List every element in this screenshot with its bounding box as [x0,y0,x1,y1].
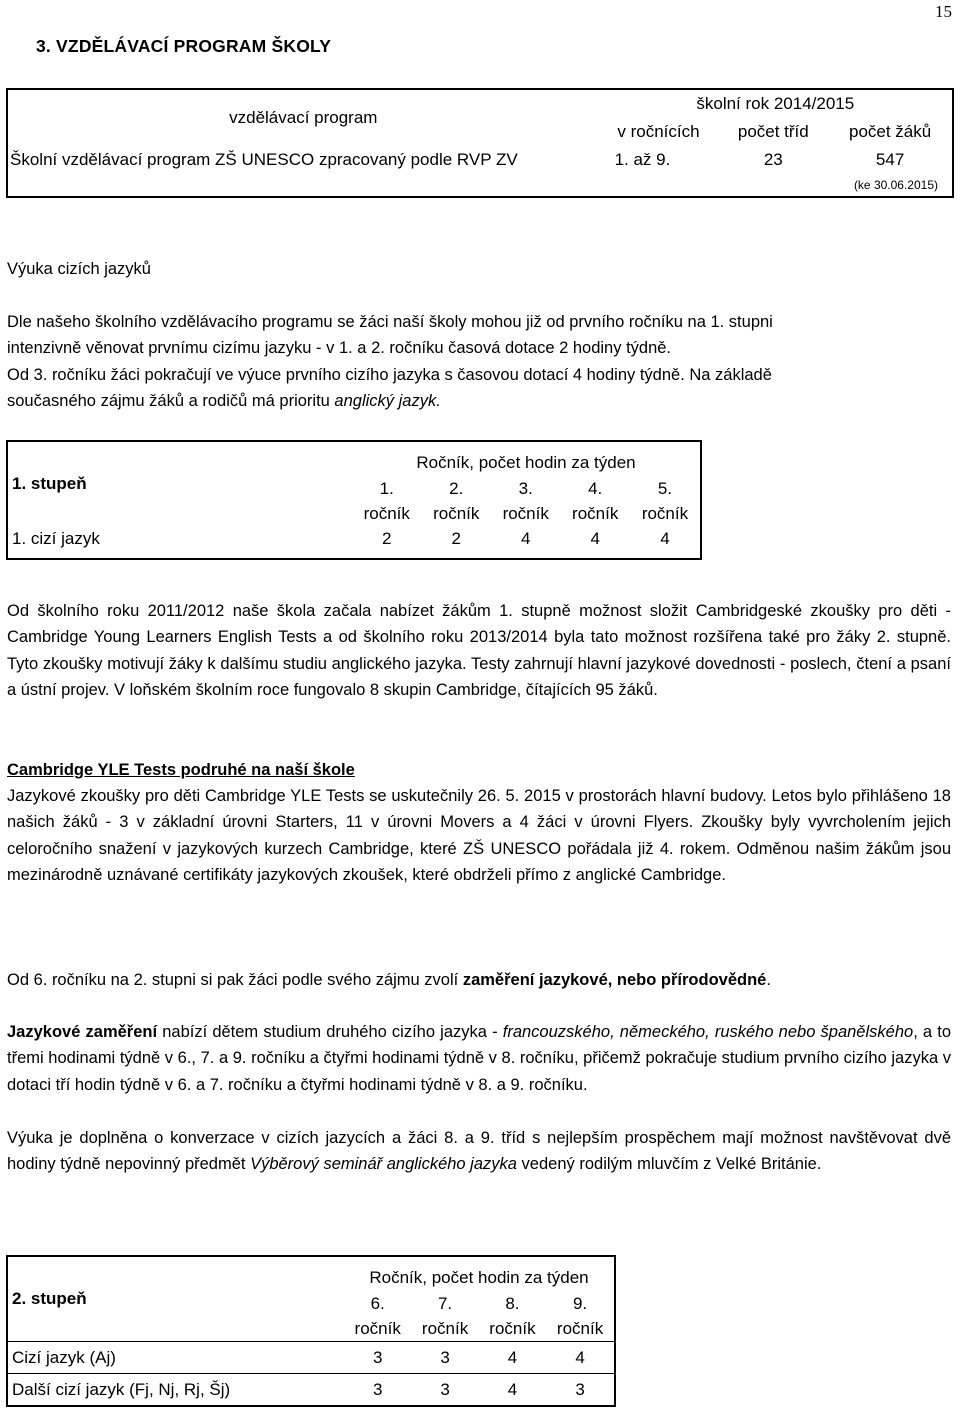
col-classes-header: počet tříd [737,122,809,141]
text-span: vedený rodilým mluvčím z Velké Británie. [516,1155,822,1174]
col-program-header: vzdělávací program [229,108,378,127]
cell-value: 4 [575,1348,585,1367]
program-students: 547 [875,150,905,169]
grade-header: 5. ročník [641,479,689,523]
table-header: Ročník, počet hodin za týden [416,453,636,472]
cambridge-results-paragraph: Jazykové zkoušky pro děti Cambridge YLE Tests se uskutečnily 26. 5. 2015 v prostorách hlavní budovy. Letos bylo přihlášeno 18 našich žáků - 3 v základní úrovni Starters, 11 v úrovni Movers a 4 žáci v úrovni Flyers. Zkoušky byly vyvrcholením jejich celoročního snažení v jazykových kurzech Cambridge, které ZŠ UNESCO pořádala již 4. rokem. Odměnou našim žákům jsou mezinárodně uznávané certifikáty jazykových zkoušek, které obdrželi přímo z anglické Cambridge. [7,787,951,885]
program-name: Školní vzdělávací program ZŠ UNESCO zpracovaný podle RVP ZV [10,150,518,169]
cell-value: 2 [451,529,461,548]
program-grades: 1. až 9. [614,150,671,169]
text-span: zaměření jazykové, nebo přírodovědné [462,971,767,989]
row-label: 1. cizí jazyk [12,529,100,548]
row-label: Další cizí jazyk (Fj, Nj, Rj, Šj) [12,1380,231,1399]
cambridge-paragraph: Od školního roku 2011/2012 naše škola začala nabízet žákům 1. stupně možnost složit Cambridgeské zkoušky pro děti - Cambridge Young Learners English Tests a od školního roku 2013/2014 byla tato možnost rozšířena také pro žáky 2. stupně. Tyto zkoušky motivují žáky k dalšímu studiu anglického jazyka. Testy zahrnují hlavní jazykové dovednosti - poslech, čtení a psaní a ústní projev. V loňském školním roce fungovalo 8 skupin Cambridge, čítajících 95 žáků. [7,602,951,700]
grade-header: 4. ročník [572,479,619,523]
program-table [6,88,954,198]
text-line: intenzivně věnovat prvnímu cizímu jazyku - v 1. a 2. ročníku časová dotace 2 hodiny týdně. [7,339,672,358]
text-span: Jazykové zaměření [7,1023,158,1041]
grade-header: 2. ročník [433,479,480,523]
grade-header: 6. ročník [354,1294,401,1338]
cambridge-heading: Cambridge YLE Tests podruhé na naší škole [7,761,355,779]
cell-value: 2 [382,529,392,548]
page-number: 15 [935,2,952,21]
table-header: Ročník, počet hodin za týden [369,1268,589,1287]
program-classes: 23 [763,150,783,169]
col-students-header: počet žáků [848,122,932,141]
cell-value: 4 [590,529,600,548]
cell-value: 3 [372,1348,383,1367]
text-span: nabízí dětem studium druhého cizího jazyka - [157,1023,503,1041]
grade-header: 8. ročník [489,1294,536,1338]
grade-header: 7. ročník [421,1294,469,1338]
conversation-paragraph [7,1125,951,1178]
cell-value: 4 [507,1380,518,1399]
text-span: francouzského, německého, ruského nebo španělského [502,1023,914,1041]
stage-label: 2. stupeň [12,1289,87,1308]
text-span: anglický jazyk. [334,392,441,411]
cell-value: 4 [520,529,531,548]
text-span: Od 6. ročníku na 2. stupni si pak žáci podle svého zájmu zvolí [7,971,463,989]
text-line: Od 3. ročníku žáci pokračují ve výuce prvního cizího jazyka s časovou dotací 4 hodiny týdně. Na základě [7,365,772,384]
text-span: Výuka je doplněna o konverzace v cizích jazycích a žáci 8. a 9. tříd s nejlepším prospěchem mají možnost navštěvovat dvě hodiny týdně nepovinný předmět [7,1129,951,1174]
text-span: současného zájmu žáků a rodičů má prioritu [7,392,335,411]
section-title: 3. VZDĚLÁVACÍ PROGRAM ŠKOLY [36,36,332,56]
grade-header: 9. ročník [556,1294,604,1338]
grade-table-2 [6,1255,616,1407]
col-grades-header: v ročnících [617,122,700,141]
language-orientation-paragraph [7,1019,951,1098]
text-span: Výběrový seminář anglického jazyka [250,1155,517,1174]
grade-header: 1. ročník [363,479,410,523]
school-year-header: školní rok 2014/2015 [696,94,855,113]
text-span: , a to třemi hodinami týdně v 6., 7. a 9. ročníku a čtyřmi hodinami týdně v 8. ročníku, přičemž pokračuje studium prvního cizího jazyka v dotaci tří hodin týdně v 6. a 7. ročníku a čtyřmi hodinami týdně v 8. a 9. ročníku. [7,1023,951,1094]
cell-value: 4 [660,529,670,548]
text-span: . [766,971,771,989]
text-line [7,388,951,414]
cell-value: 3 [575,1380,585,1399]
cell-value: 3 [440,1348,450,1367]
cell-value: 4 [507,1348,518,1367]
cell-value: 3 [440,1380,450,1399]
languages-heading: Výuka cizích jazyků [7,260,151,278]
languages-paragraph [7,309,951,415]
program-note: (ke 30.06.2015) [853,178,938,192]
cell-value: 3 [372,1380,383,1399]
text-line: Dle našeho školního vzdělávacího programu se žáci naší školy mohou již od prvního ročníku na 1. stupni [7,313,773,331]
orientation-paragraph [7,967,951,993]
grade-header: 3. ročník [502,479,549,523]
grade-table-1 [6,440,702,560]
stage-label: 1. stupeň [12,474,87,493]
row-label: Cizí jazyk (Aj) [12,1348,116,1367]
